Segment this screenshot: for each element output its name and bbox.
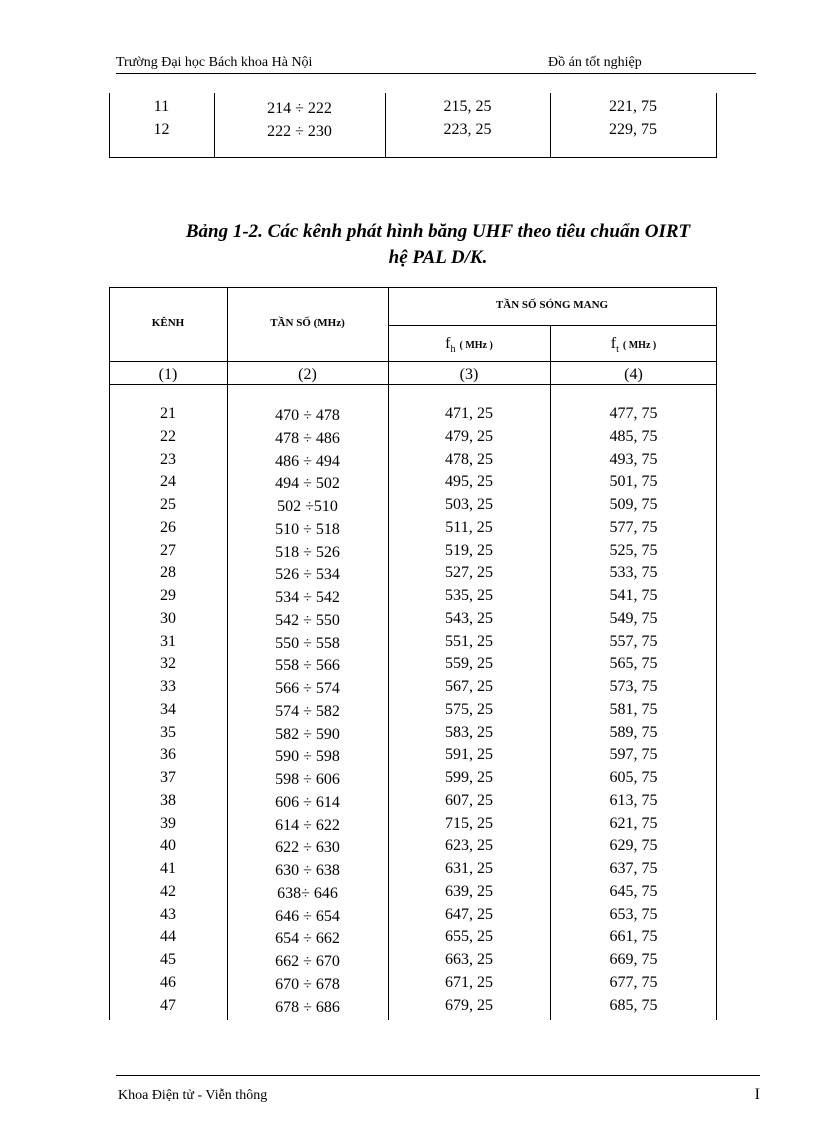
table-cell: 40 bbox=[160, 837, 176, 855]
table-cell: 669, 75 bbox=[609, 951, 658, 968]
table-cell: 39 bbox=[160, 814, 176, 832]
table-cell: 222 ÷ 230 bbox=[267, 123, 332, 140]
page-number: I bbox=[754, 1086, 760, 1103]
table-row bbox=[109, 607, 717, 630]
table-cell: 646 ÷ 654 bbox=[275, 907, 340, 925]
col-number: (4) bbox=[624, 366, 643, 383]
table-cell: 614 ÷ 622 bbox=[275, 816, 340, 834]
table-cell: 557, 75 bbox=[609, 632, 658, 650]
table-border-bottom bbox=[109, 157, 717, 158]
table-cell: 577, 75 bbox=[609, 518, 658, 536]
table-cell: 46 bbox=[160, 973, 176, 991]
table-cell: 45 bbox=[160, 951, 176, 968]
table-cell: 677, 75 bbox=[609, 973, 658, 991]
table-row bbox=[109, 789, 717, 812]
table-cell: 42 bbox=[160, 882, 176, 900]
table-cell: 583, 25 bbox=[445, 723, 493, 741]
table-cell: 623, 25 bbox=[445, 837, 493, 855]
table-cell: 671, 25 bbox=[445, 973, 493, 991]
table-cell: 21 bbox=[160, 405, 176, 422]
table-cell: 41 bbox=[160, 860, 176, 877]
table-cell: 621, 75 bbox=[609, 814, 658, 832]
table-cell: 678 ÷ 686 bbox=[275, 998, 340, 1016]
table-cell: 501, 75 bbox=[609, 473, 658, 491]
table-cell: 565, 75 bbox=[609, 655, 658, 673]
col-number: (3) bbox=[459, 366, 479, 383]
ft-symbol: f bbox=[610, 335, 617, 352]
table-row bbox=[109, 766, 717, 789]
table-cell: 607, 25 bbox=[445, 791, 493, 809]
ft-subscript: t bbox=[616, 344, 619, 356]
fh-unit: ( MHz ) bbox=[459, 340, 493, 351]
table-cell: 599, 25 bbox=[445, 769, 493, 786]
table-cell: 542 ÷ 550 bbox=[275, 611, 340, 629]
table-cell: 519, 25 bbox=[445, 541, 493, 559]
table-cell: 518 ÷ 526 bbox=[275, 543, 340, 561]
table-cell: 32 bbox=[160, 655, 176, 673]
table-cell: 43 bbox=[160, 905, 176, 923]
previous-table-continuation bbox=[109, 93, 717, 158]
table-cell: 663, 25 bbox=[445, 951, 493, 968]
table-cell: 637, 75 bbox=[609, 860, 658, 877]
table-caption-line1: Bảng 1-2. Các kênh phát hình băng UHF theo tiêu chuẩn OIRT bbox=[185, 221, 691, 242]
table-cell: 509, 75 bbox=[609, 496, 658, 513]
table-cell: 503, 25 bbox=[445, 496, 493, 513]
table-cell: 647, 25 bbox=[445, 905, 493, 923]
table-row bbox=[109, 493, 717, 516]
table-cell: 574 ÷ 582 bbox=[275, 702, 340, 720]
table-caption-line2: hệ PAL D/K. bbox=[388, 247, 488, 268]
table-cell: 11 bbox=[153, 98, 170, 115]
table-cell: 567, 25 bbox=[445, 678, 493, 695]
table-row bbox=[109, 721, 717, 744]
table-cell: 541, 75 bbox=[609, 587, 658, 604]
table-cell: 639, 25 bbox=[445, 882, 493, 900]
table-row bbox=[109, 834, 717, 857]
table-row bbox=[109, 698, 717, 721]
header-tan-so: TẦN SỐ (MHz) bbox=[270, 317, 345, 329]
table-cell: 36 bbox=[160, 746, 176, 764]
table-cell: 493, 75 bbox=[609, 450, 658, 468]
table-cell: 550 ÷ 558 bbox=[275, 634, 340, 652]
col-number: (2) bbox=[298, 366, 317, 383]
table-cell: 654 ÷ 662 bbox=[275, 930, 340, 948]
page-header bbox=[116, 55, 756, 74]
table-row bbox=[109, 925, 717, 948]
table-cell: 479, 25 bbox=[445, 427, 493, 445]
table-cell: 478, 25 bbox=[445, 450, 493, 468]
table-row bbox=[109, 652, 717, 675]
table-row bbox=[109, 584, 717, 607]
table-row bbox=[109, 516, 717, 539]
table-cell: 23 bbox=[160, 450, 176, 468]
table-cell: 685, 75 bbox=[609, 996, 658, 1014]
table-row bbox=[109, 675, 717, 698]
table-cell: 470 ÷ 478 bbox=[275, 407, 340, 424]
table-cell: 477, 75 bbox=[609, 405, 658, 422]
table-cell: 44 bbox=[160, 928, 176, 946]
table-cell: 214 ÷ 222 bbox=[267, 100, 332, 117]
table-cell: 613, 75 bbox=[609, 791, 658, 809]
table-cell: 223, 25 bbox=[443, 121, 492, 138]
page-footer bbox=[116, 1075, 760, 1103]
table-cell: 478 ÷ 486 bbox=[275, 429, 340, 447]
header-doc-type: Đồ án tốt nghiệp bbox=[548, 55, 642, 70]
table-cell: 575, 25 bbox=[445, 700, 493, 718]
table-cell: 558 ÷ 566 bbox=[275, 657, 340, 675]
table-cell: 630 ÷ 638 bbox=[275, 862, 340, 879]
table-cell: 25 bbox=[160, 496, 176, 513]
table-header-bottom bbox=[109, 361, 717, 362]
table-cell: 30 bbox=[160, 609, 176, 627]
table-row bbox=[109, 948, 717, 971]
header-school: Trường Đại học Bách khoa Hà Nội bbox=[116, 55, 313, 70]
table-cell: 629, 75 bbox=[609, 837, 658, 855]
table-cell: 582 ÷ 590 bbox=[275, 725, 340, 743]
table-cell: 590 ÷ 598 bbox=[275, 748, 340, 766]
table-cell: 653, 75 bbox=[609, 905, 658, 923]
table-border-top bbox=[109, 287, 717, 288]
table-cell: 679, 25 bbox=[445, 996, 493, 1014]
table-header-divider bbox=[388, 325, 717, 326]
table-cell: 622 ÷ 630 bbox=[275, 839, 340, 857]
table-cell: 38 bbox=[160, 791, 176, 809]
table-cell: 573, 75 bbox=[609, 678, 658, 695]
table-cell: 526 ÷ 534 bbox=[275, 566, 340, 584]
table-cell: 566 ÷ 574 bbox=[275, 680, 340, 697]
table-row bbox=[109, 812, 717, 835]
table-cell: 638÷ 646 bbox=[277, 884, 338, 902]
fh-symbol: f bbox=[445, 335, 451, 352]
table-cell: 534 ÷ 542 bbox=[275, 589, 340, 606]
table-cell: 661, 75 bbox=[609, 928, 658, 946]
table-cell: 605, 75 bbox=[609, 769, 658, 786]
table-cell: 527, 25 bbox=[445, 564, 493, 582]
table-row bbox=[109, 971, 717, 994]
table-cell: 715, 25 bbox=[445, 814, 493, 832]
table-cell: 37 bbox=[160, 769, 176, 786]
table-border-right bbox=[716, 93, 717, 158]
table-cell: 27 bbox=[160, 541, 176, 559]
table-row bbox=[109, 857, 717, 880]
table-cell: 597, 75 bbox=[609, 746, 658, 764]
table-cell: 31 bbox=[160, 632, 176, 650]
table-cell: 495, 25 bbox=[445, 473, 493, 491]
table-cell: 670 ÷ 678 bbox=[275, 975, 340, 993]
table-cell: 535, 25 bbox=[445, 587, 493, 604]
table-cell: 645, 75 bbox=[609, 882, 658, 900]
table-cell: 485, 75 bbox=[609, 427, 658, 445]
header-ft bbox=[550, 335, 717, 355]
table-cell: 486 ÷ 494 bbox=[275, 452, 340, 470]
table-cell: 510 ÷ 518 bbox=[275, 520, 340, 538]
table-cell: 606 ÷ 614 bbox=[275, 793, 340, 811]
table-cell: 533, 75 bbox=[609, 564, 658, 582]
table-row bbox=[109, 448, 717, 471]
table-row bbox=[109, 561, 717, 584]
table-cell: 215, 25 bbox=[443, 98, 492, 115]
header-fh bbox=[388, 335, 550, 355]
fh-subscript: h bbox=[450, 344, 456, 356]
table-cell: 559, 25 bbox=[445, 655, 493, 673]
uhf-channel-table bbox=[109, 287, 717, 1020]
table-cell: 543, 25 bbox=[445, 609, 493, 627]
table-cell: 511, 25 bbox=[445, 518, 493, 536]
table-row bbox=[109, 630, 717, 653]
table-cell: 12 bbox=[153, 121, 170, 138]
header-song-mang: TẦN SỐ SÓNG MANG bbox=[495, 299, 609, 311]
ft-unit: ( MHz ) bbox=[622, 340, 657, 351]
table-cell: 581, 75 bbox=[609, 700, 658, 718]
table-row bbox=[109, 743, 717, 766]
table-cell: 35 bbox=[160, 723, 176, 741]
table-cell: 525, 75 bbox=[609, 541, 658, 559]
table-cell: 34 bbox=[160, 700, 176, 718]
column-number-row bbox=[109, 363, 717, 386]
table-cell: 22 bbox=[160, 427, 176, 445]
table-cell: 662 ÷ 670 bbox=[275, 953, 340, 970]
table-row bbox=[109, 903, 717, 926]
table-cell: 631, 25 bbox=[445, 860, 493, 877]
table-cell: 502 ÷510 bbox=[277, 498, 338, 515]
header-kenh: KÊNH bbox=[151, 317, 185, 329]
table-cell: 471, 25 bbox=[445, 405, 493, 422]
table-cell: 26 bbox=[160, 518, 176, 536]
table-row bbox=[109, 994, 717, 1017]
table-row bbox=[109, 425, 717, 448]
table-cell: 229, 75 bbox=[609, 121, 657, 138]
table-row bbox=[109, 470, 717, 493]
table-row bbox=[109, 402, 717, 425]
col-number: (1) bbox=[158, 366, 178, 383]
table-cell: 591, 25 bbox=[445, 746, 493, 764]
table-cell: 494 ÷ 502 bbox=[275, 475, 340, 493]
table-cell: 551, 25 bbox=[445, 632, 493, 650]
table-cell: 28 bbox=[160, 564, 176, 582]
table-cell: 221, 75 bbox=[609, 98, 657, 115]
table-cell: 29 bbox=[160, 587, 176, 604]
table-cell: 655, 25 bbox=[445, 928, 493, 946]
table-cell: 47 bbox=[160, 996, 176, 1014]
table-cell: 24 bbox=[160, 473, 176, 491]
table-cell: 598 ÷ 606 bbox=[275, 771, 340, 788]
table-cell: 33 bbox=[160, 678, 176, 695]
table-row bbox=[109, 880, 717, 903]
table-cell: 549, 75 bbox=[609, 609, 658, 627]
footer-faculty: Khoa Điện tử - Viễn thông bbox=[118, 1088, 268, 1103]
table-cell: 589, 75 bbox=[609, 723, 658, 741]
table-row bbox=[109, 539, 717, 562]
